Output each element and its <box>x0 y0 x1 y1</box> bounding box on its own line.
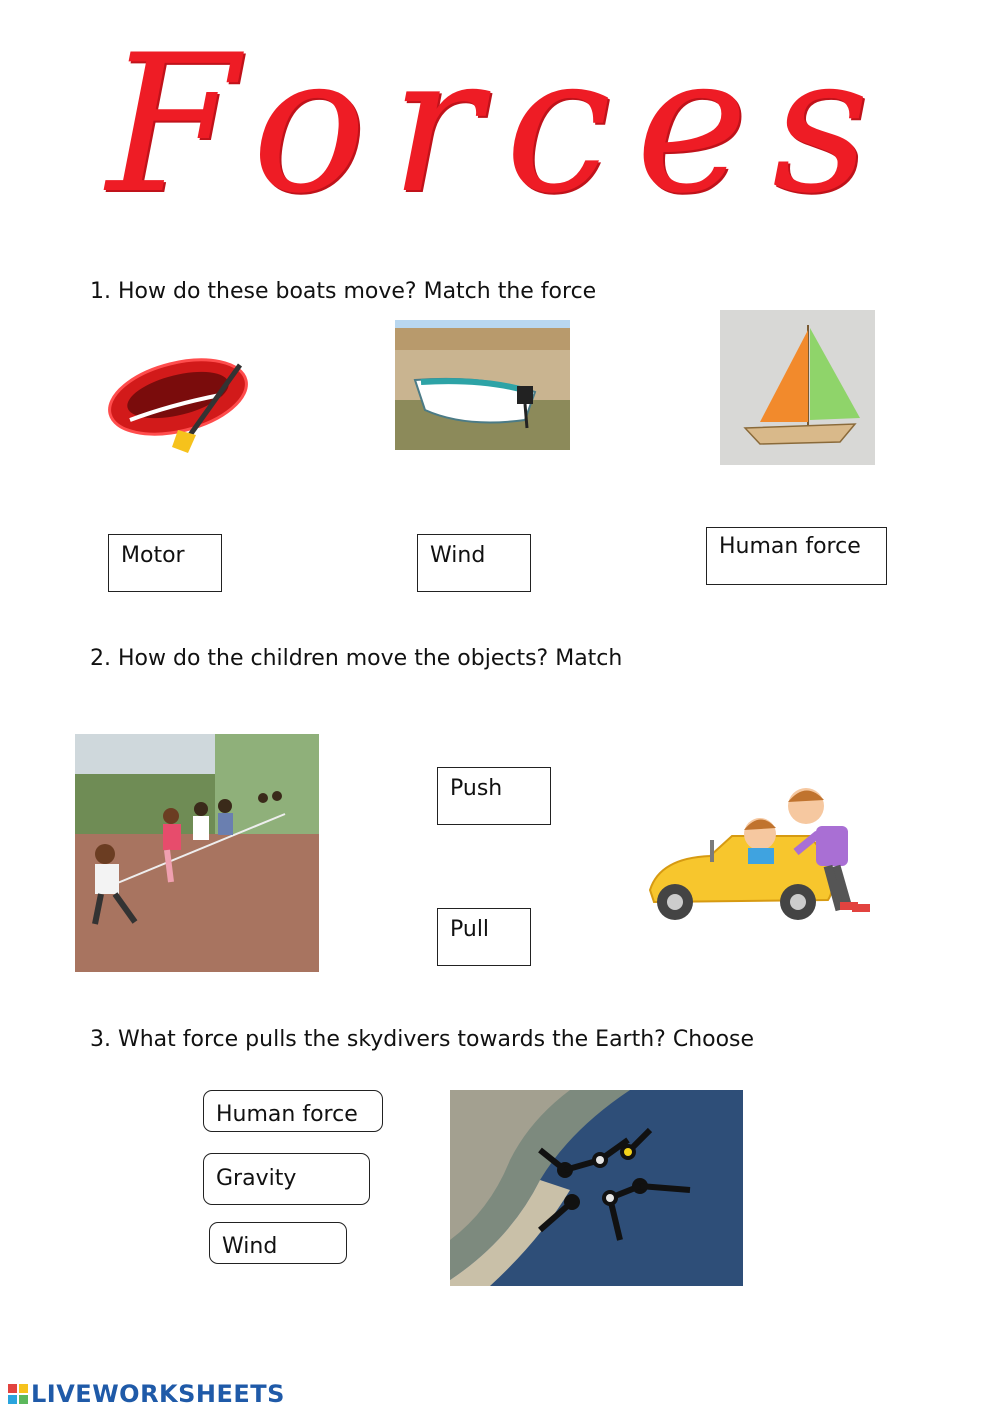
label-motor[interactable]: Motor <box>108 534 222 592</box>
option-gravity[interactable]: Gravity <box>203 1153 370 1205</box>
footer-brand-text: LIVEWORKSHEETS <box>31 1380 285 1408</box>
label-pull[interactable]: Pull <box>437 908 531 966</box>
motor-boat-image <box>395 320 570 450</box>
tug-of-war-image <box>75 734 319 972</box>
brand-logo-icon <box>8 1384 28 1404</box>
question-1: 1. How do these boats move? Match the force <box>90 279 597 304</box>
label-human-force[interactable]: Human force <box>706 527 887 585</box>
sailboat-image <box>720 310 875 465</box>
boy-pushing-car-image <box>640 770 890 950</box>
worksheet-title: Forces <box>106 14 894 235</box>
footer-brand <box>8 1380 285 1408</box>
label-wind[interactable]: Wind <box>417 534 531 592</box>
option-wind[interactable]: Wind <box>209 1222 347 1264</box>
question-2: 2. How do the children move the objects? Match <box>90 646 623 671</box>
skydivers-image <box>450 1090 743 1286</box>
inflatable-boat-image <box>100 335 260 465</box>
option-human-force[interactable]: Human force <box>203 1090 383 1132</box>
question-3: 3. What force pulls the skydivers towards the Earth? Choose <box>90 1027 755 1052</box>
label-push[interactable]: Push <box>437 767 551 825</box>
